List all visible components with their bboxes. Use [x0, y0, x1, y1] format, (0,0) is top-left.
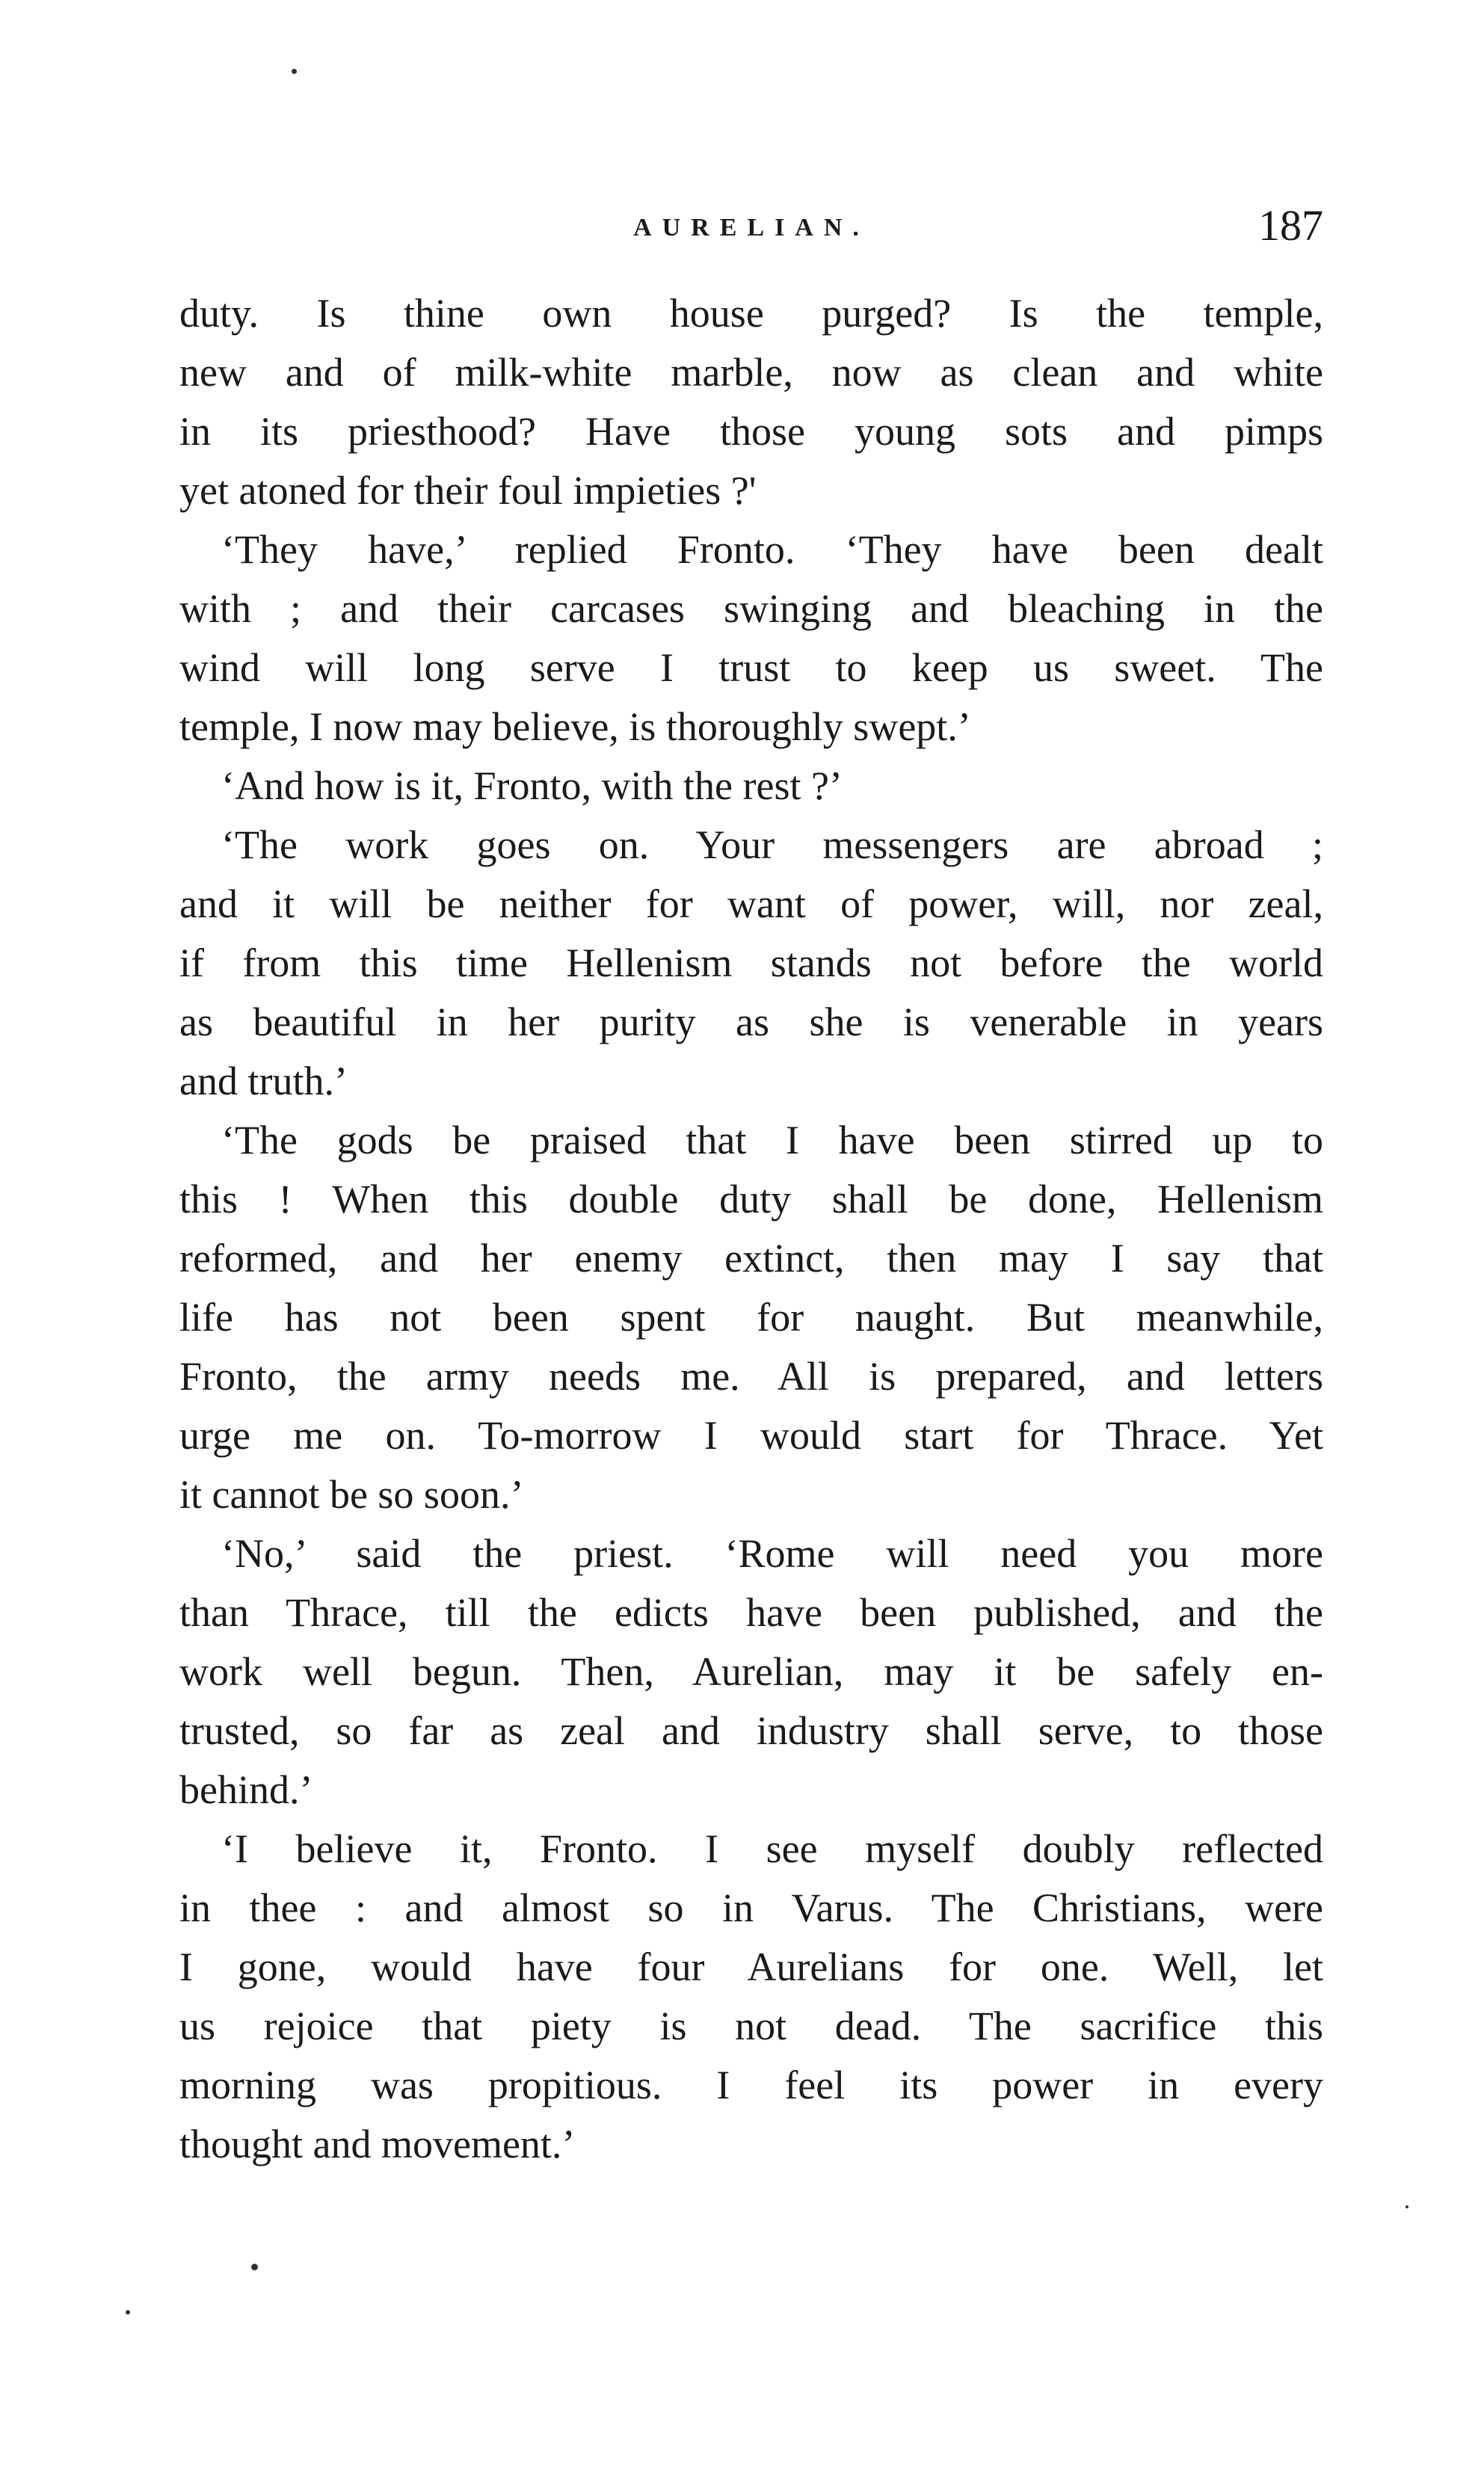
text-line-14: and truth.’ [179, 1059, 348, 1103]
text-line-13: as beautiful in her purity as she is venerable in years [179, 1000, 1323, 1044]
text-line-20: urge me on. To-morrow I would start for Thrace. Yet [179, 1413, 1323, 1458]
text-line-10: ‘The work goes on. Your messengers are abroad ; [221, 822, 1323, 867]
paper-speck [126, 2310, 130, 2315]
text-line-6: with ; and their carcases swinging and bleaching in the [179, 586, 1323, 631]
text-line-16: this ! When this double duty shall be done, Hellenism [179, 1177, 1323, 1222]
text-line-23: than Thrace, till the edicts have been published, and the [179, 1590, 1323, 1635]
text-line-9: ‘And how is it, Fronto, with the rest ?’ [221, 763, 843, 808]
text-line-26: behind.’ [179, 1767, 313, 1812]
text-line-1: duty. Is thine own house purged? Is the temple, [179, 291, 1323, 336]
text-line-21: it cannot be so soon.’ [179, 1472, 524, 1517]
text-line-3: in its priesthood? Have those young sots and pimps [179, 409, 1323, 454]
text-line-12: if from this time Hellenism stands not before the world [179, 940, 1323, 985]
body-text [179, 284, 1323, 2174]
text-line-15: ‘The gods be praised that I have been stirred up to [221, 1118, 1323, 1162]
running-head [179, 200, 1323, 253]
text-line-30: us rejoice that piety is not dead. The sacrifice this [179, 2004, 1323, 2048]
text-line-11: and it will be neither for want of power, will, nor zeal, [179, 881, 1323, 926]
text-line-31: morning was propitious. I feel its power in every [179, 2063, 1323, 2107]
text-line-32: thought and movement.’ [179, 2122, 576, 2167]
text-line-2: new and of milk-white marble, now as clean and white [179, 350, 1323, 395]
page-number: 187 [1258, 201, 1323, 250]
text-line-25: trusted, so far as zeal and industry shall serve, to those [179, 1708, 1323, 1753]
text-line-4: yet atoned for their foul impieties ?' [179, 468, 757, 513]
text-line-22: ‘No,’ said the priest. ‘Rome will need you more [221, 1531, 1323, 1576]
running-title: AURELIAN. [633, 214, 869, 241]
text-line-17: reformed, and her enemy extinct, then may I say that [179, 1236, 1323, 1281]
paper-speck [292, 69, 297, 74]
text-line-27: ‘I believe it, Fronto. I see myself doubly reflected [221, 1826, 1323, 1871]
paper-speck [1406, 2205, 1408, 2208]
text-line-8: temple, I now may believe, is thoroughly swept.’ [179, 704, 971, 749]
text-line-28: in thee : and almost so in Varus. The Christians, were [179, 1885, 1323, 1930]
text-line-24: work well begun. Then, Aurelian, may it be safely en- [179, 1649, 1323, 1694]
text-line-29: I gone, would have four Aurelians for one. Well, let [179, 1944, 1323, 1989]
text-line-19: Fronto, the army needs me. All is prepared, and letters [179, 1354, 1323, 1399]
text-line-5: ‘They have,’ replied Fronto. ‘They have been dealt [221, 527, 1323, 572]
text-line-7: wind will long serve I trust to keep us sweet. The [179, 645, 1323, 690]
text-line-18: life has not been spent for naught. But meanwhile, [179, 1295, 1323, 1340]
paper-speck [251, 2264, 258, 2270]
